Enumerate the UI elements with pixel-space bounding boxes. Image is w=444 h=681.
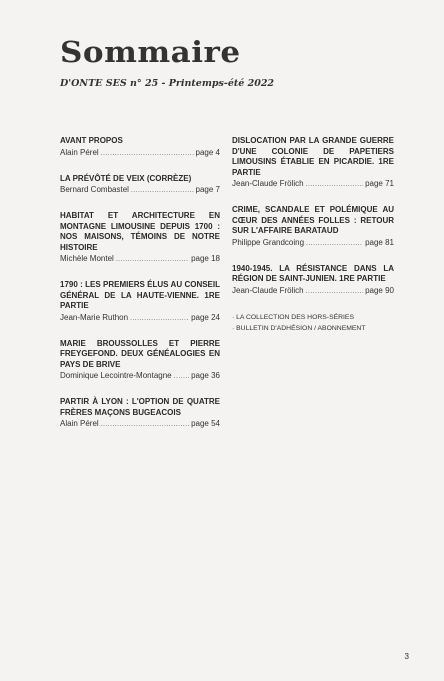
toc-entry[interactable] — [232, 136, 394, 190]
toc-entry-author: Michèle Montel — [60, 254, 114, 263]
toc-entry-title: 1790 : LES PREMIERS ÉLUS AU CONSEIL GÉNÉRAL DE LA HAUTE-VIENNE. 1RE PARTIE — [60, 280, 220, 310]
toc-entry-page: page 18 — [191, 254, 220, 263]
toc-entry[interactable] — [232, 205, 394, 249]
toc-entry[interactable] — [60, 211, 220, 265]
toc-entry-line — [60, 147, 220, 159]
toc-right-column — [232, 136, 394, 334]
extra-item[interactable]: · BULLETIN D'ADHÉSION / ABONNEMENT — [232, 324, 366, 332]
toc-entry-author: Jean-Claude Frölich — [232, 179, 304, 188]
toc-entry-page: page 24 — [191, 312, 220, 322]
extras-list — [232, 312, 394, 334]
toc-entry-line — [60, 253, 220, 265]
leader-dots — [131, 185, 194, 196]
toc-entry-line — [232, 237, 394, 249]
toc-entry-title: PARTIR À LYON : L'OPTION DE QUATRE FRÈRES MAÇONS BUGEACOIS — [60, 397, 220, 417]
extra-item[interactable]: · LA COLLECTION DES HORS-SÉRIES — [232, 313, 354, 321]
toc-entry-line — [232, 285, 394, 297]
toc-entry-title: CRIME, SCANDALE ET POLÉMIQUE AU CŒUR DES ANNÉES FOLLES : RETOUR SUR L'AFFAIRE BARATAUD — [232, 205, 394, 235]
leader-dots — [174, 371, 189, 382]
toc-entry-author: Bernard Combastel — [60, 185, 129, 194]
leader-dots — [101, 419, 189, 430]
leader-dots — [306, 286, 363, 297]
leader-dots — [116, 254, 189, 265]
toc-entry-page: page 36 — [191, 371, 220, 380]
toc-entry-author: Philippe Grandcoing — [232, 237, 305, 247]
toc-left-column — [60, 136, 220, 445]
toc-entry-author: Jean-Marie Ruthon — [60, 312, 129, 322]
toc-entry-line — [60, 184, 220, 196]
leader-dots — [306, 238, 363, 249]
leader-dots — [101, 148, 194, 159]
toc-entry-page: page 7 — [195, 185, 220, 194]
leader-dots — [130, 313, 189, 324]
page-title: Sommaire — [60, 36, 241, 70]
page-number: 3 — [404, 652, 409, 661]
toc-entry-author: Dominique Lecointre-Montagne — [60, 371, 172, 380]
toc-entry-title: MARIE BROUSSOLLES ET PIERRE FREYGEFOND. DEUX GÉNÉALOGIES EN PAYS DE BRIVE — [60, 338, 220, 369]
issue-subtitle: D'ONTE SES n° 25 - Printemps-été 2022 — [60, 78, 275, 89]
toc-entry-title: AVANT PROPOS — [60, 136, 123, 145]
toc-entry-title: HABITAT ET ARCHITECTURE EN MONTAGNE LIMOUSINE DEPUIS 1700 : NOS MAISONS, TÉMOINS DE NOTRE HISTOIRE — [60, 211, 220, 252]
toc-entry-title: LA PRÉVÔTÉ DE VEIX (CORRÈZE) — [60, 173, 192, 183]
toc-entry-page: page 54 — [191, 419, 220, 428]
toc-entry[interactable] — [60, 339, 220, 383]
toc-entry-line — [232, 178, 394, 190]
toc-entry-line — [60, 312, 220, 324]
toc-entry[interactable] — [232, 264, 394, 297]
toc-entry-line — [60, 418, 220, 430]
toc-entry-page: page 81 — [365, 237, 394, 247]
toc-entry-title: DISLOCATION PAR LA GRANDE GUERRE D'UNE COLONIE DE PAPETIERS LIMOUSINS ÉTABLIE EN PICARDIE. 1RE PARTIE — [232, 136, 394, 177]
toc-entry-author: Alain Pérel — [60, 419, 99, 428]
toc-entry[interactable] — [60, 136, 220, 159]
toc-entry-line — [60, 370, 220, 382]
toc-entry-page: page 90 — [365, 285, 394, 295]
toc-entry-author: Jean-Claude Frölich — [232, 285, 304, 295]
toc-entry-author: Alain Pérel — [60, 147, 99, 157]
toc-entry-page: page 71 — [365, 179, 394, 188]
leader-dots — [306, 179, 363, 190]
toc-entry-page: page 4 — [195, 147, 220, 157]
toc-entry[interactable] — [60, 174, 220, 197]
toc-entry[interactable] — [60, 280, 220, 324]
toc-entry-title: 1940-1945. LA RÉSISTANCE DANS LA RÉGION DE SAINT-JUNIEN. 1RE PARTIE — [232, 263, 394, 283]
toc-entry[interactable] — [60, 397, 220, 430]
